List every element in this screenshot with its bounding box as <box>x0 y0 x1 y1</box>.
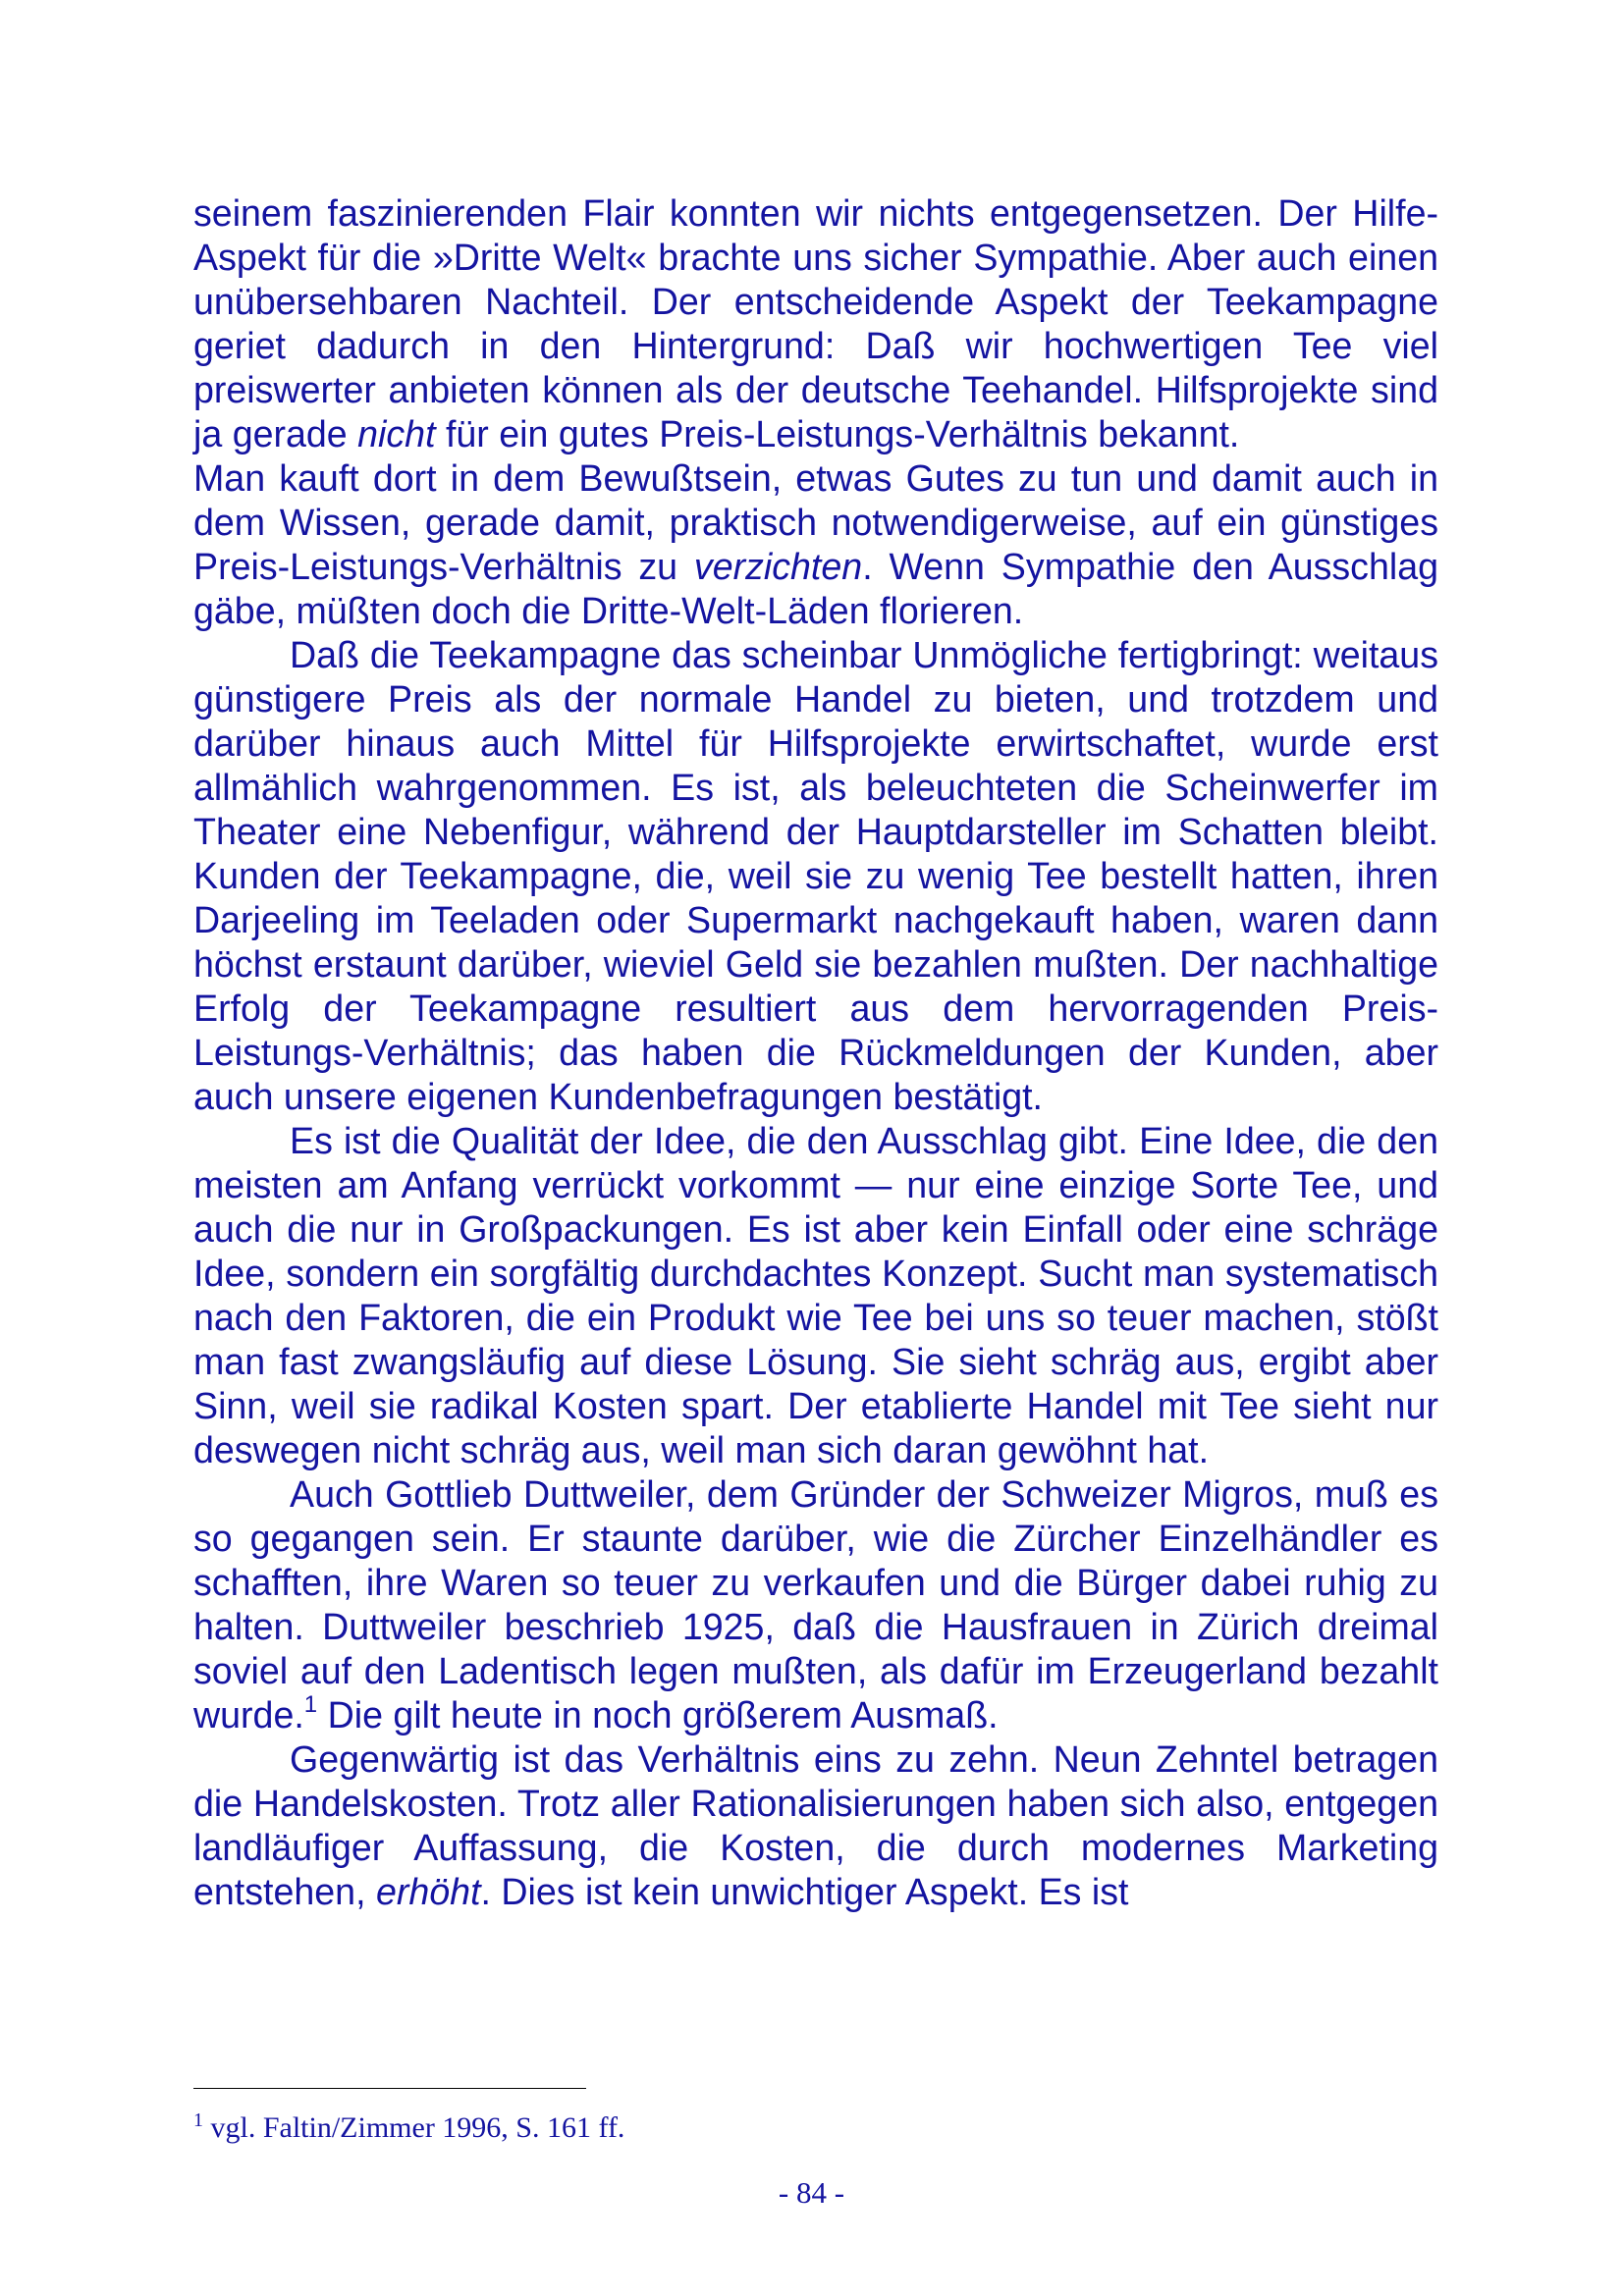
paragraph-4: Es ist die Qualität der Idee, die den Ausschlag gibt. Eine Idee, die den meisten am Anfang verrückt vorkommt — nur eine einzige Sorte Tee, und auch die nur in Großpackungen. Es ist aber kein Einfall oder eine schräge Idee, sondern ein sorgfältig durchdachtes Konzept. Sucht man systematisch nach den Faktoren, die ein Produkt wie Tee bei uns so teuer machen, stößt man fast zwangsläufig auf diese Lösung. Sie sieht schräg aus, ergibt aber Sinn, weil sie radikal Kosten spart. Der etablierte Handel mit Tee sieht nur deswegen nicht schräg aus, weil man sich daran gewöhnt hat. <box>193 1120 1438 1470</box>
footnote-text: vgl. Faltin/Zimmer 1996, S. 161 ff. <box>210 2111 625 2144</box>
body-text <box>193 191 1438 1914</box>
paragraph-5: Auch Gottlieb Duttweiler, dem Gründer der Schweizer Migros, muß es so gegangen sein. Er staunte darüber, wie die Zürcher Einzelhändler es schafften, ihre Waren so teuer zu verkaufen und die Bürger dabei ruhig zu halten. Duttweiler beschrieb 1925, daß die Hausfrauen in Zürich dreimal soviel auf den Ladentisch legen mußten, als dafür im Erzeugerland bezahlt wurde.$^1$ Die gilt heute in noch größerem Ausmaß. <box>193 1473 1438 1735</box>
footnote-reference[interactable]: 1 <box>303 1691 318 1719</box>
footnote-separator <box>193 2088 586 2089</box>
footnote-number: 1 <box>193 2109 203 2131</box>
paragraph-6: Gegenwärtig ist das Verhältnis eins zu zehn. Neun Zehntel betragen die Handelskosten. Trotz aller Rationalisierungen haben sich also, entgegen landläufiger Auffassung, die Kosten, die durch modernes Marketing entstehen, erhöht. Dies ist kein unwichtiger Aspekt. Es ist <box>193 1738 1438 1912</box>
paragraph-3: Daß die Teekampagne das scheinbar Unmögliche fertigbringt: weitaus günstigere Preis als der normale Handel zu bieten, und trotzdem und darüber hinaus auch Mittel für Hilfsprojekte erwirtschaftet, wurde erst allmählich wahrgenommen. Es ist, als beleuchteten die Scheinwerfer im Theater eine Nebenfigur, während der Hauptdarsteller im Schatten bleibt. Kunden der Teekampagne, die, weil sie zu wenig Tee bestellt hatten, ihren Darjeeling im Teeladen oder Supermarkt nachgekauft haben, waren dann höchst erstaunt darüber, wieviel Geld sie bezahlen mußten. Der nachhaltige Erfolg der Teekampagne resultiert aus dem hervorragenden Preis-Leistungs-Verhältnis; das haben die Rückmeldungen der Kunden, aber auch unsere eigenen Kundenbefragungen bestätigt. <box>193 634 1438 1117</box>
footnote <box>193 2110 624 2146</box>
paragraph-2: Man kauft dort in dem Bewußtsein, etwas Gutes zu tun und damit auch in dem Wissen, gerade damit, praktisch notwendigerweise, auf ein günstiges Preis-Leistungs-Verhältnis zu verzichten. Wenn Sympathie den Ausschlag gäbe, müßten doch die Dritte-Welt-Läden florieren. <box>193 457 1439 631</box>
page-number: - 84 - <box>778 2175 845 2210</box>
paragraph-1: seinem faszinierenden Flair konnten wir nichts entgegensetzen. Der Hilfe-Aspekt für die »Dritte Welt« brachte uns sicher Sympathie. Aber auch einen unübersehbaren Nachteil. Der entscheidende Aspekt der Teekampagne geriet dadurch in den Hintergrund: Daß wir hochwertigen Tee viel preiswerter anbieten können als der deutsche Teehandel. Hilfsprojekte sind ja gerade nicht für ein gutes Preis-Leistungs-Verhältnis bekannt. <box>193 192 1438 454</box>
